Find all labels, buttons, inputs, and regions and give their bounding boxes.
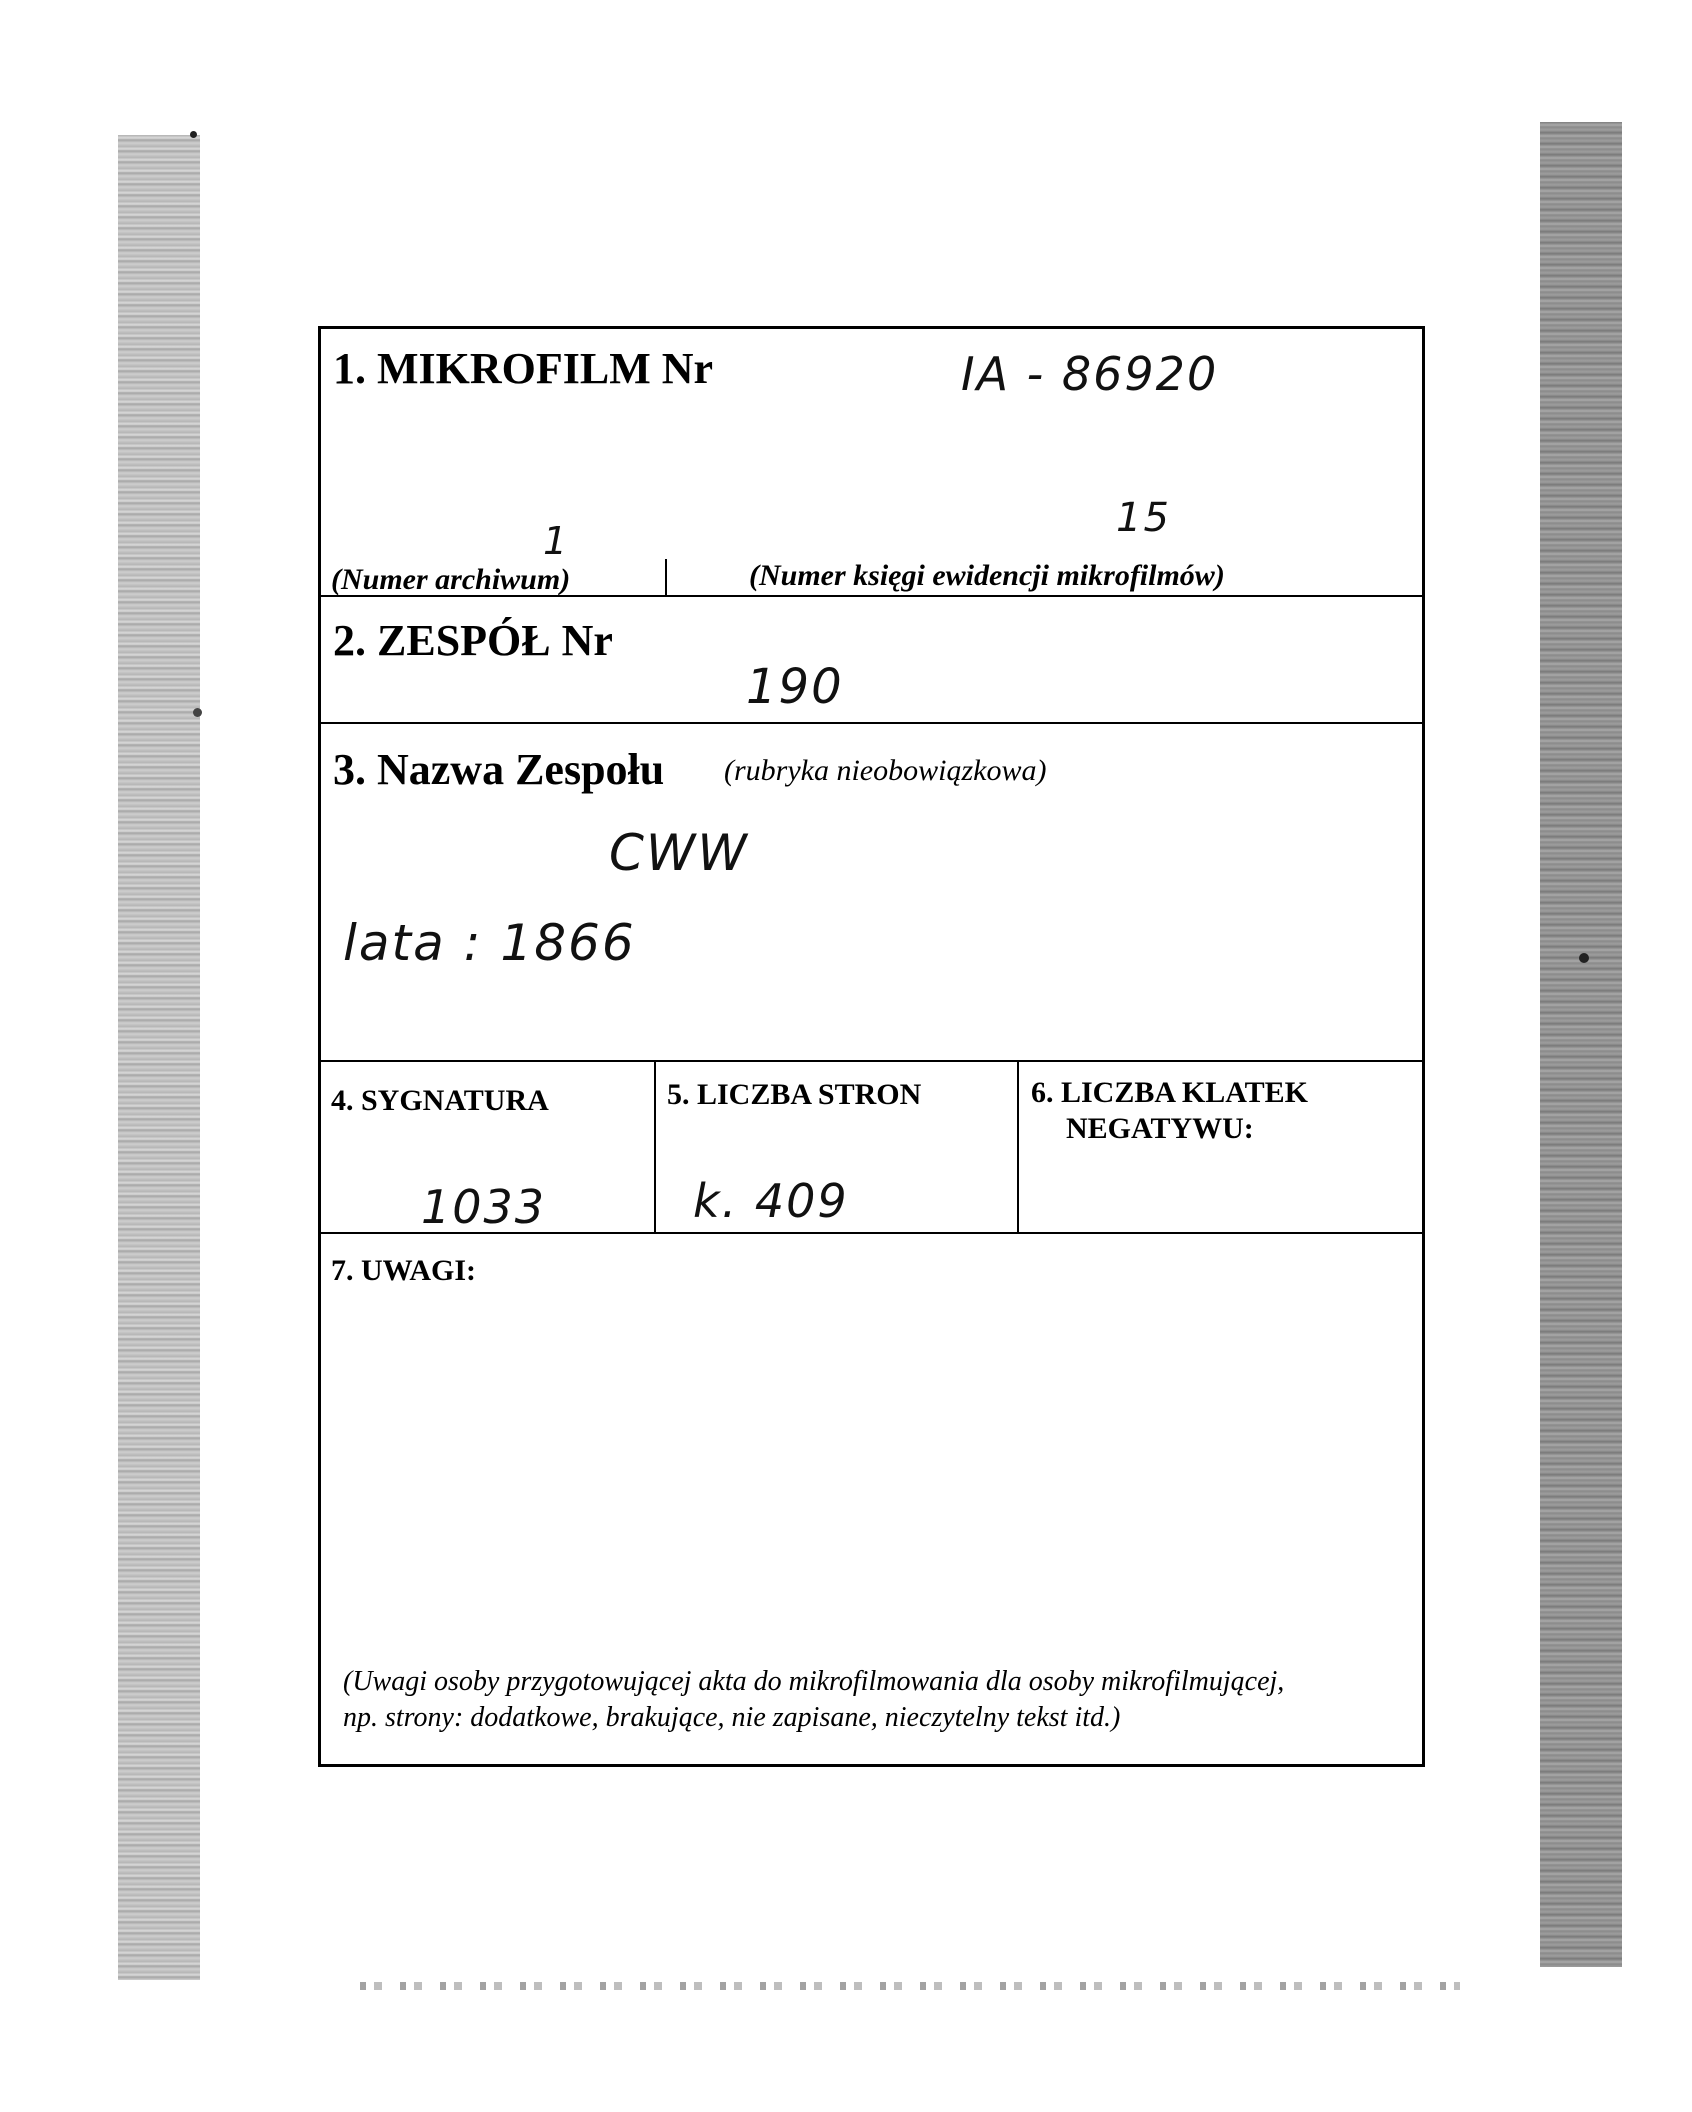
scan-edge-left bbox=[118, 135, 200, 1980]
fonds-heading: 2. ZESPÓŁ Nr bbox=[333, 616, 613, 665]
scan-speck bbox=[1579, 953, 1589, 963]
fonds-name-optional-note: (rubryka nieobowiązkowa) bbox=[724, 754, 1047, 787]
page-count-heading: 5. LICZBA STRON bbox=[667, 1078, 922, 1111]
column-divider bbox=[654, 1062, 656, 1232]
fonds-number-handwritten: 190 bbox=[746, 659, 844, 715]
microfilm-number-handwritten: IA - 86920 bbox=[961, 347, 1219, 401]
fonds-name-section bbox=[321, 724, 1422, 1062]
scan-edge-right bbox=[1540, 122, 1622, 1967]
details-section bbox=[321, 1062, 1422, 1234]
fonds-name-handwritten: CWW bbox=[609, 824, 749, 882]
frame-count-heading-line1: 6. LICZBA KLATEK bbox=[1031, 1076, 1309, 1109]
archive-number-handwritten: 1 bbox=[543, 519, 570, 563]
page-count-handwritten: k. 409 bbox=[693, 1174, 849, 1228]
remarks-section bbox=[321, 1234, 1422, 1764]
register-number-label: (Numer księgi ewidencji mikrofilmów) bbox=[749, 559, 1225, 592]
scan-speck bbox=[190, 131, 197, 138]
frame-count-heading-line2: NEGATYWU: bbox=[1066, 1112, 1254, 1145]
label-divider bbox=[665, 559, 667, 595]
remarks-heading: 7. UWAGI: bbox=[331, 1254, 477, 1287]
remarks-note-line2: np. strony: dodatkowe, brakujące, nie zapisane, nieczytelny tekst itd.) bbox=[343, 1702, 1121, 1733]
microfilm-heading: 1. MIKROFILM Nr bbox=[333, 344, 714, 393]
signature-heading: 4. SYGNATURA bbox=[331, 1084, 549, 1117]
fonds-section bbox=[321, 597, 1422, 724]
archive-number-label: (Numer archiwum) bbox=[331, 563, 571, 596]
remarks-note-line1: (Uwagi osoby przygotowującej akta do mikrofilmowania dla osoby mikrofilmującej, bbox=[343, 1666, 1285, 1697]
scan-speck bbox=[193, 708, 202, 717]
register-number-handwritten: 15 bbox=[1116, 495, 1171, 541]
microfilm-form bbox=[318, 326, 1425, 1767]
years-handwritten: lata : 1866 bbox=[343, 914, 636, 972]
fonds-name-heading: 3. Nazwa Zespołu bbox=[333, 745, 665, 794]
signature-handwritten: 1033 bbox=[421, 1180, 547, 1234]
scan-noise-bottom bbox=[360, 1982, 1460, 1990]
column-divider bbox=[1017, 1062, 1019, 1232]
microfilm-section bbox=[321, 329, 1422, 597]
